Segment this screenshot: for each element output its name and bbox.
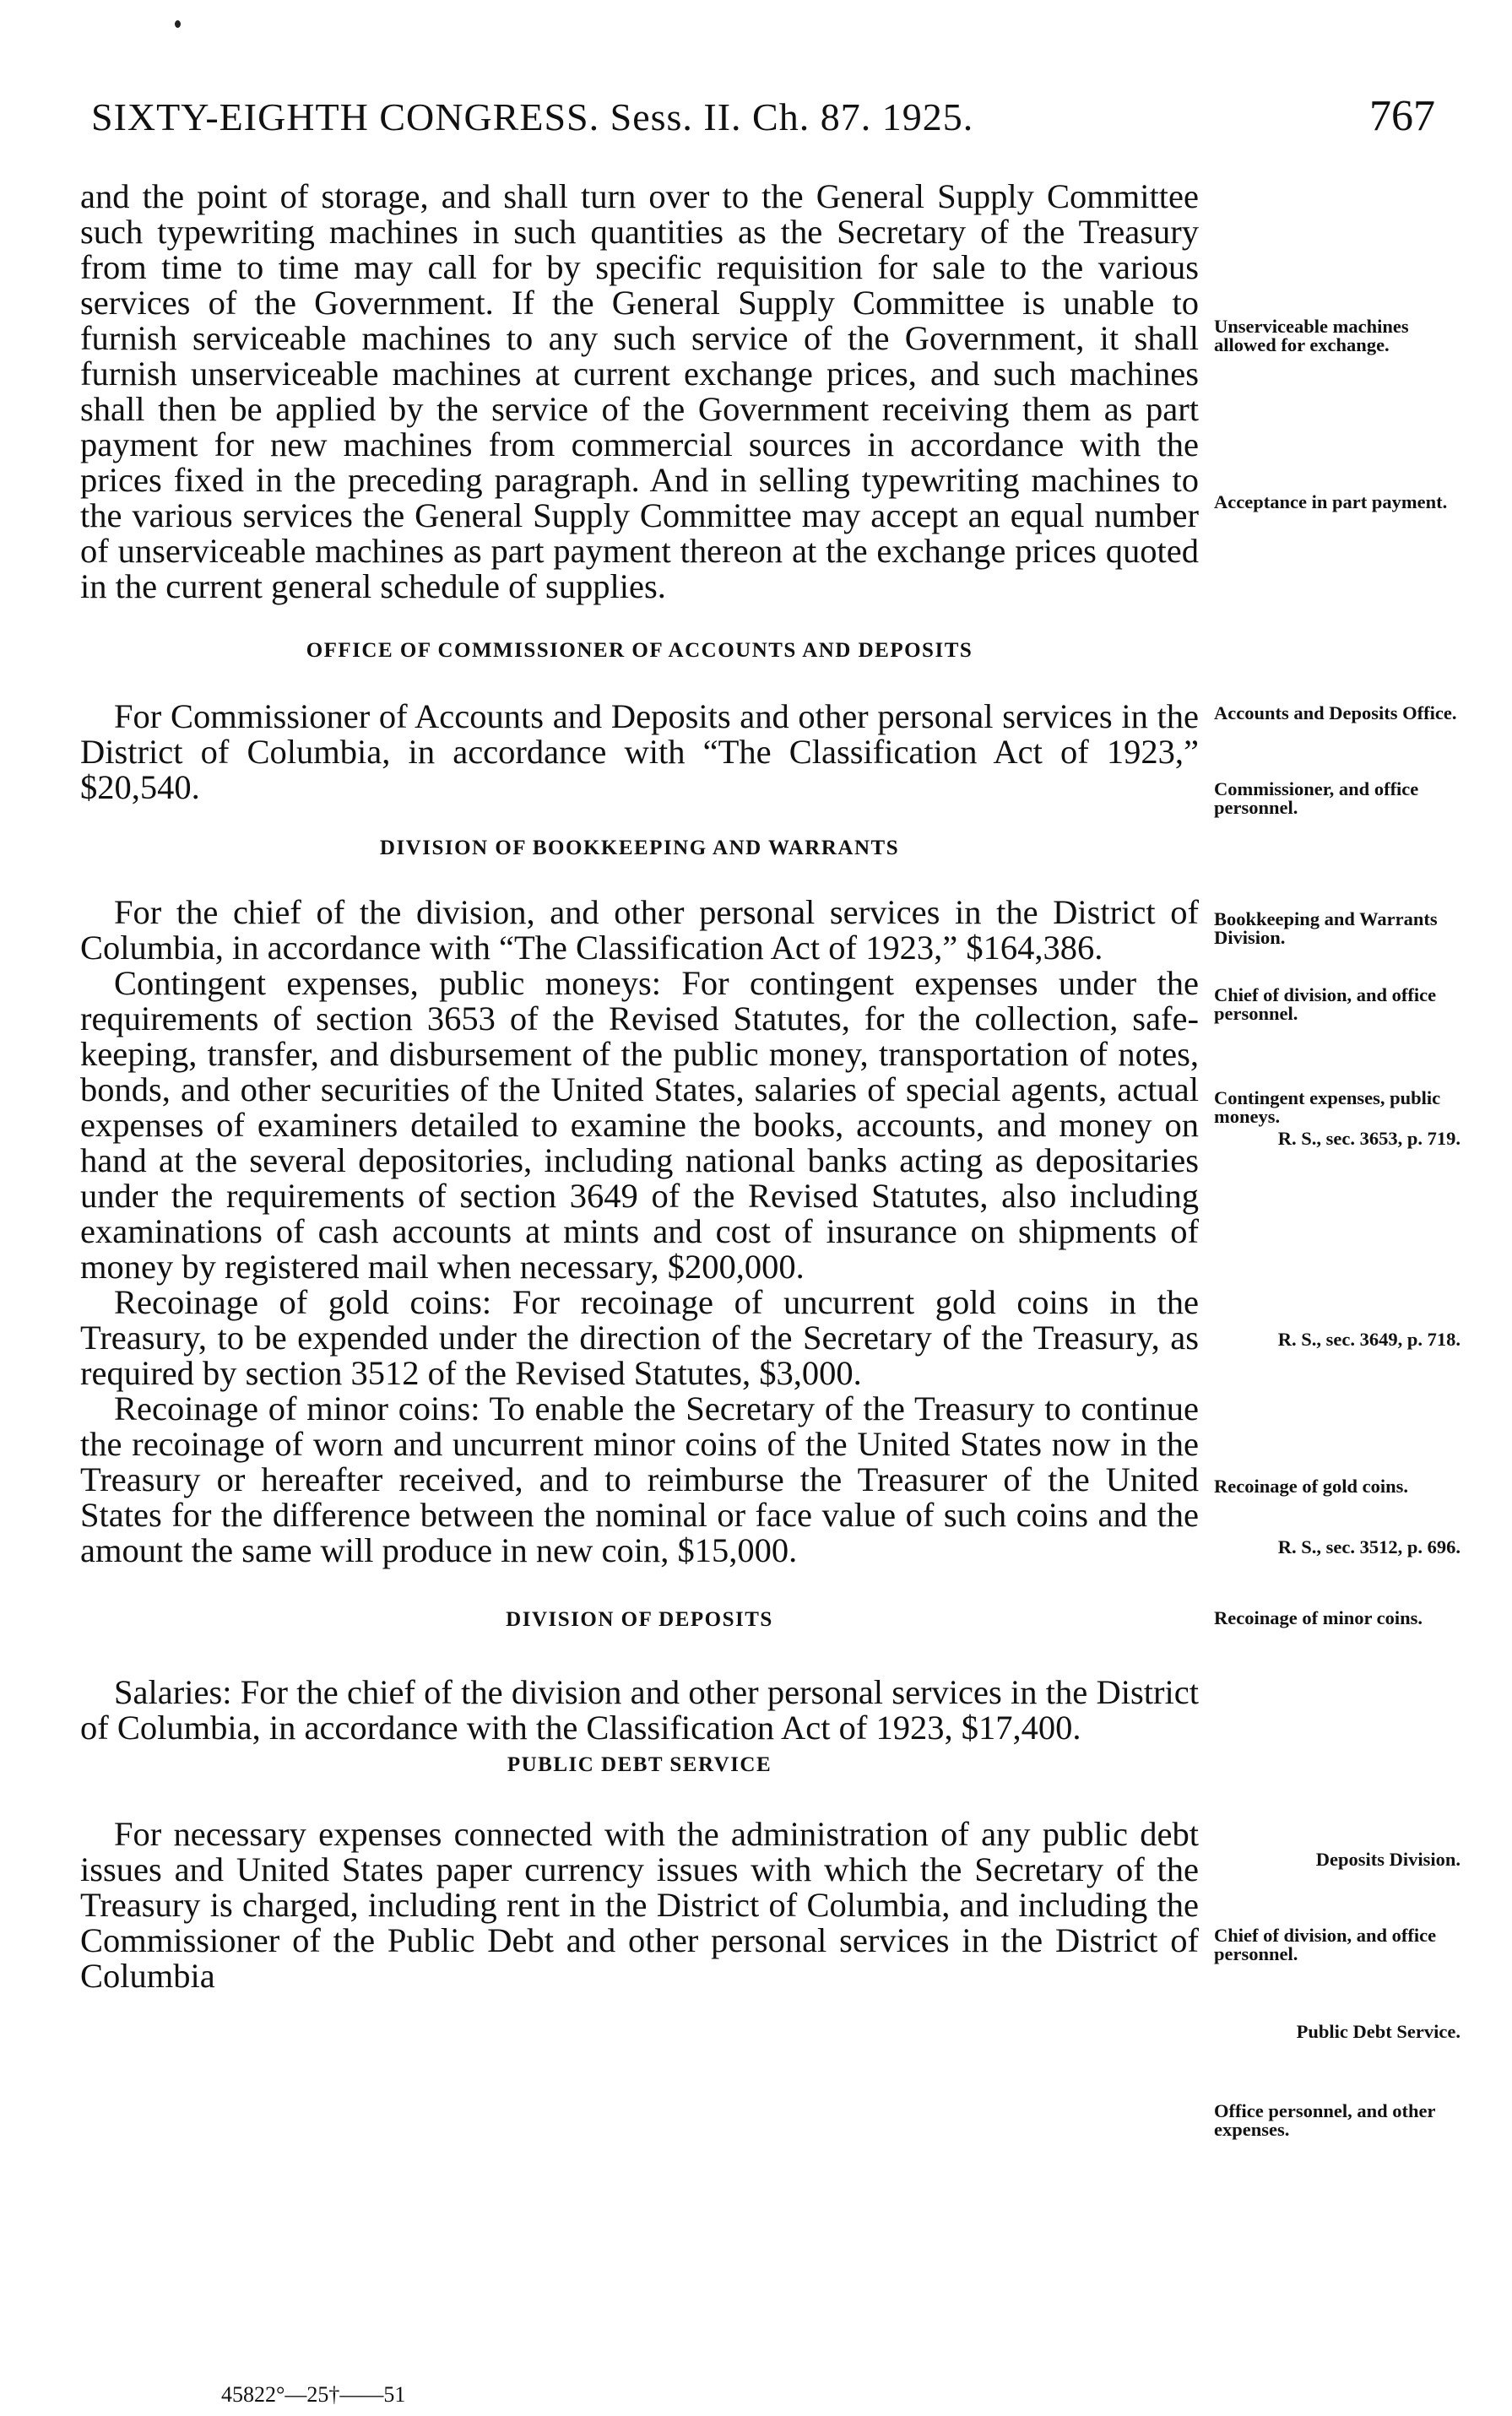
margin-note-office-personnel: Office personnel, and other expenses. [1214, 2100, 1436, 2140]
ink-speck [175, 20, 181, 28]
margin-note-commissioner: Commissioner, and office personnel. [1214, 778, 1419, 818]
paragraph-recoinage-gold: Recoinage of gold coins: For recoinage of uncurrent gold coins in the Treasury, to be expended under the direction of the Secretary of the Treasury, as required by section 3512 of the Revised Statutes, $3,000. [80, 1283, 1199, 1392]
margin-note-rs-3653: R. S., sec. 3653, p. 719. [1277, 1128, 1461, 1149]
margin-note-contingent: Contingent expenses, public moneys. [1214, 1087, 1441, 1127]
paragraph-deposits-salaries: Salaries: For the chief of the division and other personal services in the District of Columbia, in accordance with the Classification Act of 1923, $17,400. [80, 1673, 1199, 1747]
printer-signature: 45822°—25†——51 [221, 2382, 406, 2407]
margin-note-unserviceable: Unserviceable machines allowed for exchange. [1214, 316, 1409, 355]
margin-note-accounts-office: Accounts and Deposits Office. [1214, 702, 1457, 723]
heading-deposits: DIVISION OF DEPOSITS [506, 1608, 773, 1631]
paragraph-recoinage-minor: Recoinage of minor coins: To enable the Secretary of the Treasury to continue the recoinage of worn and uncurrent minor coins of the United States now in the Treasury or hereafter received, and to reimburse the Treasurer of the United States for the difference between the nominal or face value of such coins and the amount the same will produce in new coin, $15,000. [80, 1389, 1199, 1569]
heading-bookkeeping: DIVISION OF BOOKKEEPING AND WARRANTS [379, 837, 900, 859]
paragraph-commissioner: For Commissioner of Accounts and Deposits and other personal services in the District of Columbia, in accordance with “The Classification Act of 1923,” $20,540. [80, 697, 1199, 806]
margin-note-bookkeeping: Bookkeeping and Warrants Division. [1214, 908, 1438, 948]
margin-note-minor-coins: Recoinage of minor coins. [1214, 1607, 1423, 1628]
margin-note-deposits-division: Deposits Division. [1315, 1849, 1461, 1870]
margin-note-rs-3512: R. S., sec. 3512, p. 696. [1277, 1536, 1461, 1557]
margin-note-chief-division: Chief of division, and office personnel. [1214, 984, 1437, 1024]
paragraph-contingent-expenses: Contingent expenses, public moneys: For contingent expenses under the requirements of section 3653 of the Revised Statutes, for the collection, safe-keeping, transfer, and disbursement of the public money, transportation of notes, bonds, and other securities of the United States, salaries of special agents, actual expenses of examiners detailed to examine the books, accounts, and money on hand at the several depositories, including national banks acting as depositaries under the requirements of section 3649 of the Revised Statutes, also including examinations of cash accounts at mints and cost of insurance on shipments of money by registered mail when necessary, $200,000. [80, 964, 1199, 1286]
running-head: SIXTY-EIGHTH CONGRESS. Sess. II. Ch. 87. 1925. [91, 95, 974, 138]
heading-public-debt: PUBLIC DEBT SERVICE [507, 1753, 772, 1776]
paragraph-public-debt: For necessary expenses connected with the administration of any public debt issues and United States paper currency issues with which the Secretary of the Treasury is charged, including rent in the District of Columbia, and including the Commissioner of the Public Debt and other personal services in the District of Columbia [80, 1815, 1199, 1995]
margin-note-rs-3649: R. S., sec. 3649, p. 718. [1277, 1329, 1461, 1350]
margin-note-acceptance: Acceptance in part payment. [1214, 491, 1448, 512]
margin-note-gold-coins: Recoinage of gold coins. [1214, 1476, 1408, 1497]
margin-note-chief-division-2: Chief of division, and office personnel. [1214, 1925, 1437, 1964]
page-header [91, 92, 1435, 145]
paragraph-typewriter-exchange: and the point of storage, and shall turn over to the General Supply Committee such typewriting machines in such quantities as the Secretary of the Treasury from time to time may call for by specific requisition for sale to the various services of the Government. If the General Supply Committee is unable to furnish serviceable machines to any such service of the Government, it shall furnish unserviceable machines at current exchange prices, and such machines shall then be applied by the service of the Government receiving them as part payment for new machines from commercial sources in accordance with the prices fixed in the preceding paragraph. And in selling typewriting machines to the various services the General Supply Committee may accept an equal number of unserviceable machines as part payment thereon at the exchange prices quoted in the current general schedule of supplies. [80, 177, 1199, 605]
margin-note-public-debt: Public Debt Service. [1296, 2021, 1461, 2042]
paragraph-chief-division: For the chief of the division, and other personal services in the District of Columbia, in accordance with “The Classification Act of 1923,” $164,386. [80, 893, 1199, 967]
main-text [80, 179, 1199, 1994]
page-number: 767 [1369, 92, 1435, 140]
heading-commissioner-accounts: OFFICE OF COMMISSIONER OF ACCOUNTS AND DEPOSITS [306, 639, 973, 662]
